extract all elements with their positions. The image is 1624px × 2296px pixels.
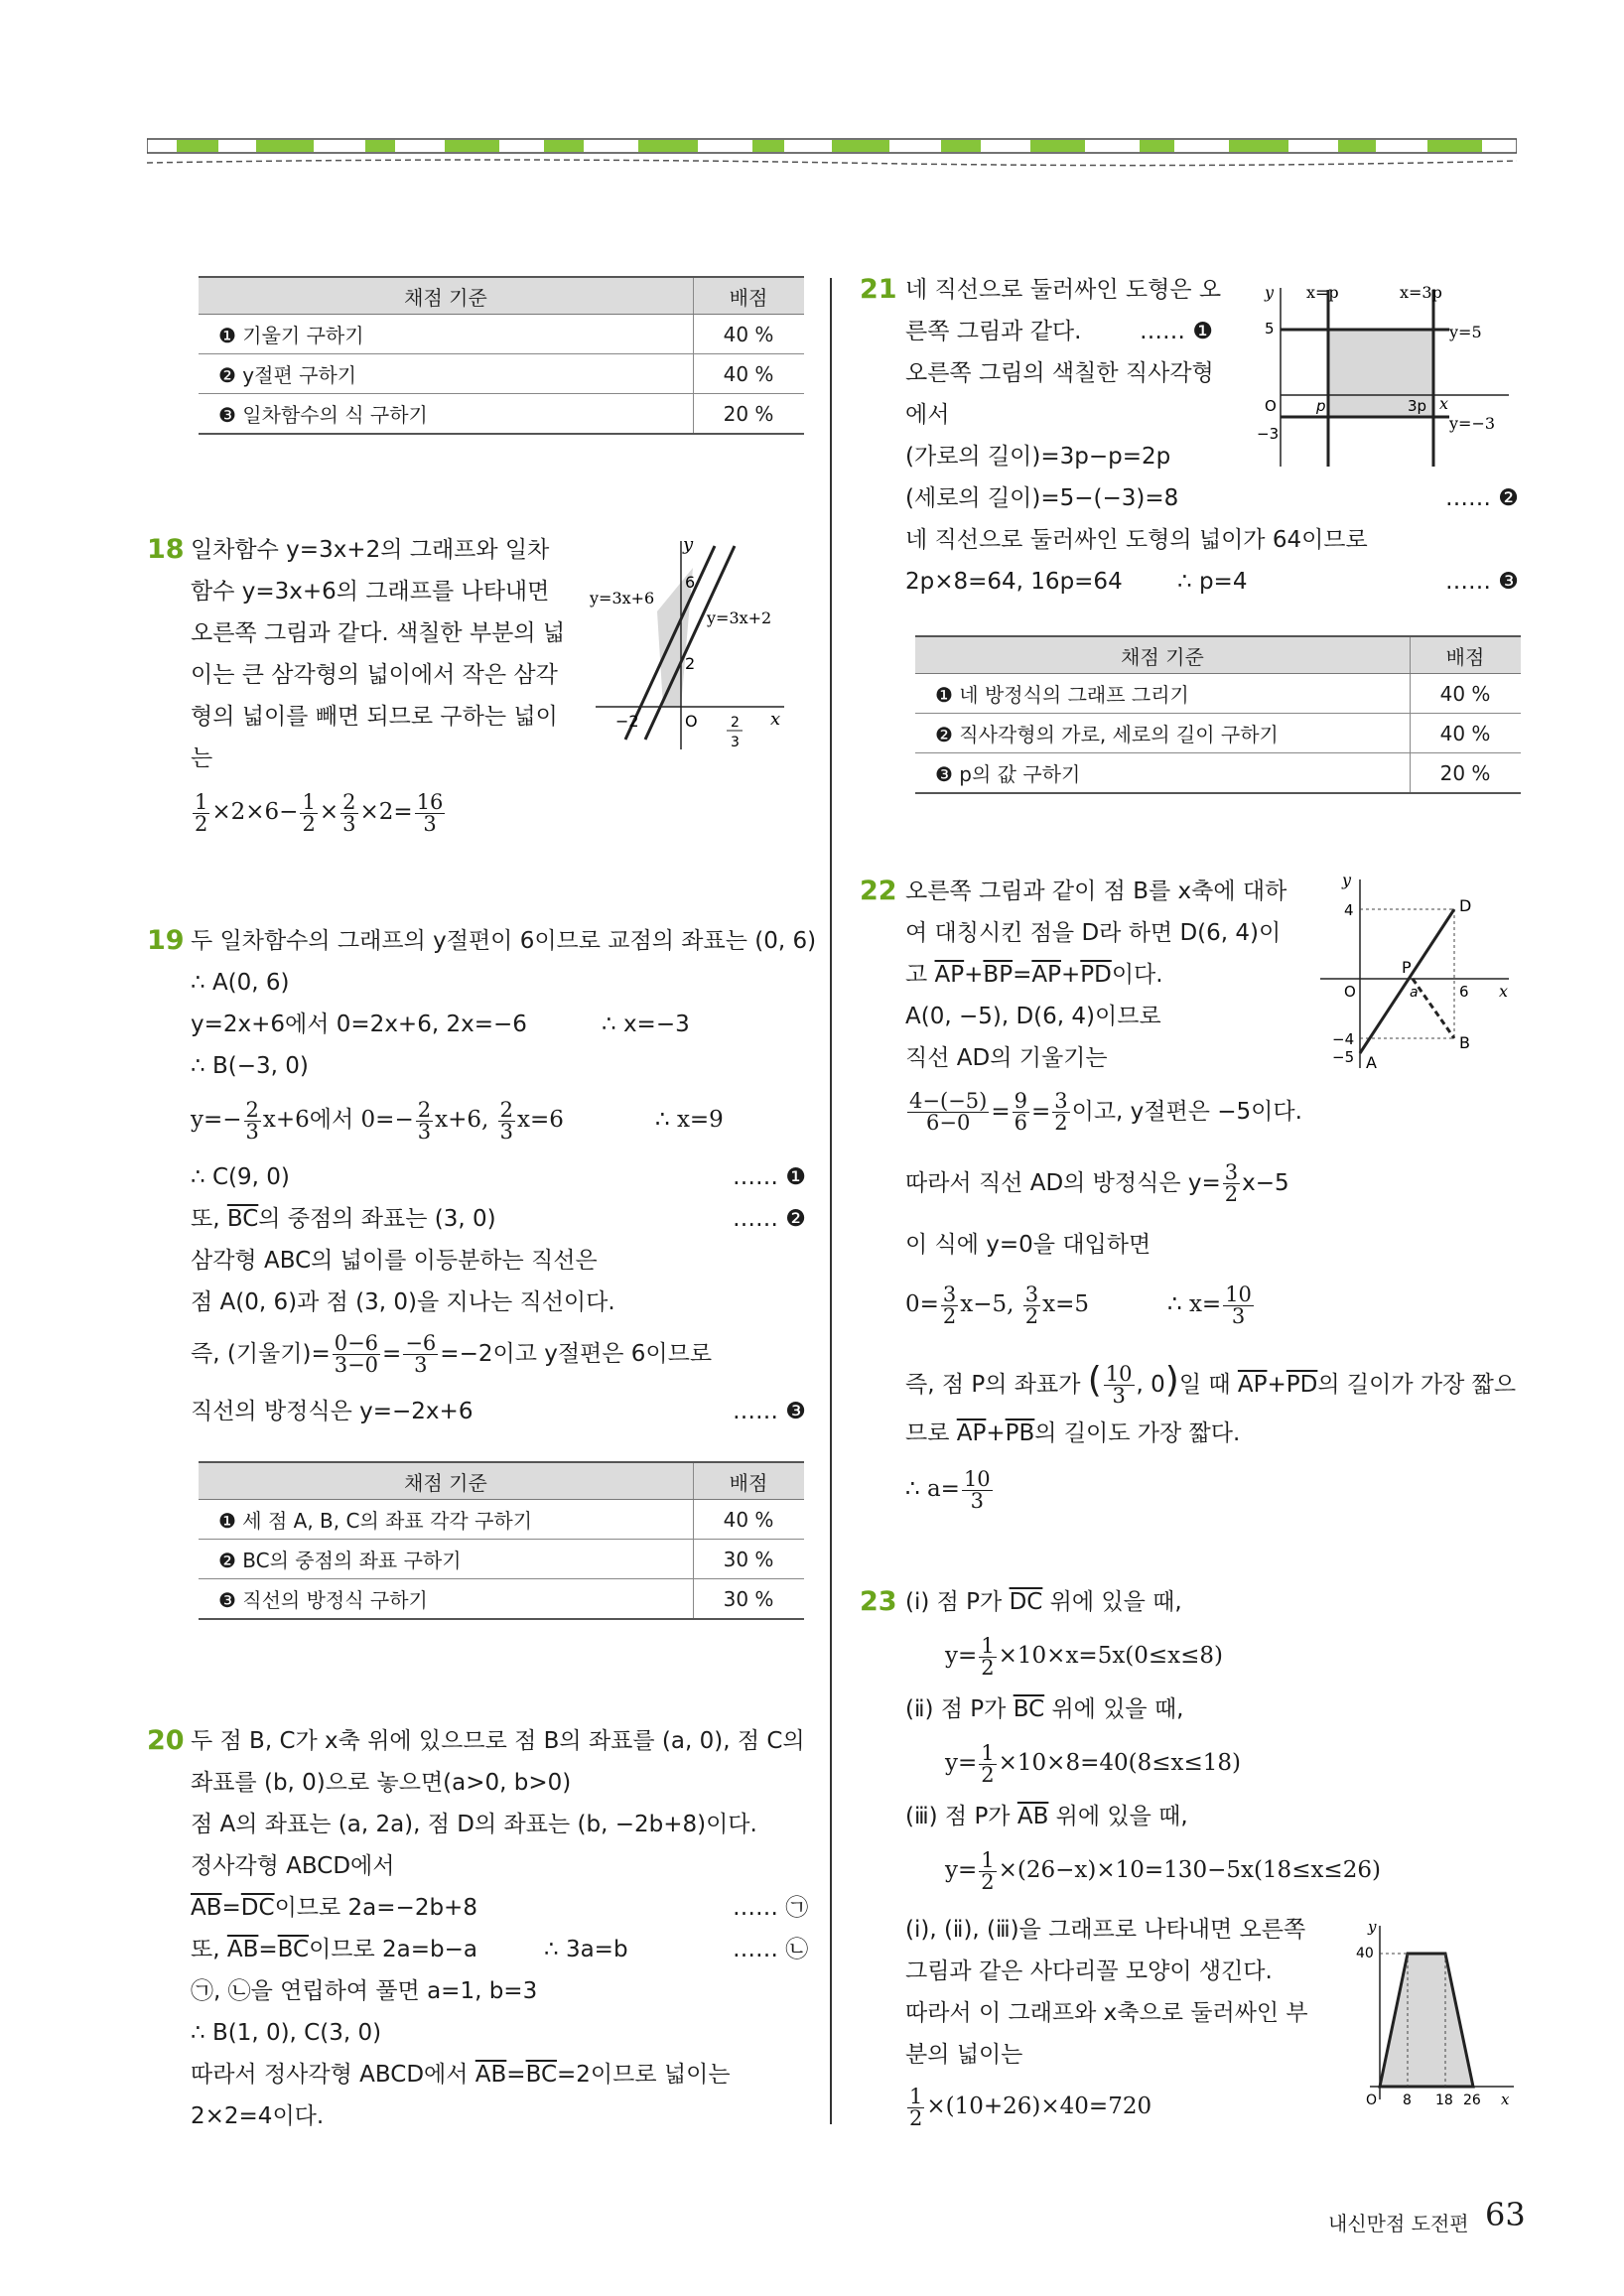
svg-text:y: y [1265, 283, 1275, 302]
equation-22b: 따라서 직선 AD의 방정식은 y= $\frac{3}{2}$ x−5 [905, 1160, 1289, 1206]
equation-22c: 0= $\frac{3}{2}$ x−5, $\frac{3}{2}$ x=5 [905, 1282, 1090, 1328]
text-line: 에서 [905, 402, 950, 428]
text-line: 는 [191, 745, 213, 771]
table-cell: 30 % [694, 1579, 805, 1620]
table-cell: 20 % [694, 394, 805, 435]
equation-marker: …… ㉠ [733, 1895, 809, 1921]
svg-text:2: 2 [731, 715, 740, 731]
svg-text:O: O [1265, 397, 1277, 415]
text-line: 일차함수 y=3x+2의 그래프와 일차 [191, 537, 550, 563]
text-line: 오른쪽 그림의 색칠한 직사각형 [905, 360, 1214, 386]
problem-number: 20 [147, 1725, 185, 1756]
graph-21 [1251, 278, 1519, 476]
footer-title: 내신만점 도전편 [1328, 2212, 1469, 2235]
text-line: (가로의 길이)=3p−p=2p [905, 444, 1171, 470]
table-header: 채점 기준 [915, 636, 1411, 674]
text-line: ∴ x=−3 [602, 1012, 690, 1037]
text-line: 또, $\overline{AB}=\overline{BC}$이므로 2a=b−a [191, 1937, 478, 1962]
table-cell: ❶ 네 방정식의 그래프 그리기 [915, 674, 1411, 714]
table-cell: ❶ 세 점 A, B, C의 좌표 각각 구하기 [199, 1500, 694, 1540]
text-line: ∴ A(0, 6) [191, 970, 290, 996]
svg-text:−3: −3 [1257, 425, 1280, 443]
graph-23 [1350, 1916, 1519, 2114]
table-cell: ❸ 직선의 방정식 구하기 [199, 1579, 694, 1620]
svg-text:O: O [1344, 983, 1356, 1001]
equation-23d: $\frac{1}{2}$ ×(10+26)×40=720 [909, 2084, 1152, 2130]
text-line: 이 식에 y=0을 대입하면 [905, 1232, 1151, 1258]
text-line: 정사각형 ABCD에서 [191, 1853, 395, 1879]
text-line: 점 A(0, 6)과 점 (3, 0)을 지나는 직선이다. [191, 1289, 615, 1315]
problem-number: 22 [860, 876, 897, 906]
score-table-19 [199, 1461, 804, 1620]
equation-22d: ∴ x= $\frac{10}{3}$ [1167, 1282, 1252, 1328]
graph-22 [1310, 870, 1519, 1078]
problem-number: 18 [147, 534, 185, 565]
table-cell: ❸ p의 값 구하기 [915, 753, 1411, 794]
problem-number: 21 [860, 274, 897, 305]
table-cell: ❷ 직사각형의 가로, 세로의 길이 구하기 [915, 714, 1411, 753]
svg-text:x=p: x=p [1306, 283, 1339, 302]
svg-text:y=−3: y=−3 [1449, 414, 1496, 433]
equation-18: $\frac{1}{2}$ ×2×6− $\frac{1}{2}$ × $\frac{2}{3}$ ×2= $\frac{16}{3}$ [195, 789, 444, 836]
table-cell: 40 % [694, 1500, 805, 1540]
text-line: 직선의 방정식은 y=−2x+6 [191, 1399, 474, 1424]
text-line: (ⅱ) 점 P가 $\overline{BC}$ 위에 있을 때, [905, 1696, 1184, 1722]
table-header: 배점 [694, 277, 805, 315]
equation-19b: 즉, (기울기)= $\frac{0-6}{3-0}$ = $\frac{-6}{3}$ =−2이고 y절편은 6이므로 [191, 1331, 713, 1377]
score-marker: …… ❷ [733, 1206, 806, 1232]
svg-text:18: 18 [1435, 2093, 1453, 2108]
svg-text:y: y [683, 536, 694, 555]
table-cell: 40 % [1411, 674, 1522, 714]
text-line: ∴ B(1, 0), C(3, 0) [191, 2020, 382, 2046]
text-line: (ⅲ) 점 P가 $\overline{AB}$ 위에 있을 때, [905, 1804, 1188, 1829]
table-header: 채점 기준 [199, 1462, 694, 1500]
text-line: 두 일차함수의 그래프의 y절편이 6이므로 교점의 좌표는 (0, 6) [191, 928, 817, 954]
table-cell: 40 % [694, 354, 805, 394]
score-table-17 [199, 276, 804, 435]
text-line: ∴ p=4 [1177, 569, 1248, 595]
equation-23a: y= $\frac{1}{2}$ ×10×x=5x(0≤x≤8) [945, 1633, 1224, 1680]
text-line: (ⅰ) 점 P가 $\overline{DC}$ 위에 있을 때, [905, 1589, 1182, 1615]
svg-text:x: x [770, 709, 781, 730]
text-line: 좌표를 (b, 0)으로 놓으면(a>0, b>0) [191, 1770, 572, 1796]
svg-text:4: 4 [1344, 901, 1354, 919]
text-line: 직선 AD의 기울기는 [905, 1045, 1108, 1071]
text-line: 또, $\overline{BC}$의 중점의 좌표는 (3, 0) [191, 1206, 496, 1232]
score-marker: …… ❷ [1445, 485, 1519, 511]
problem-number: 23 [860, 1586, 897, 1617]
text-line: y=2x+6에서 0=2x+6, 2x=−6 [191, 1012, 527, 1037]
svg-text:x=3p: x=3p [1400, 283, 1442, 302]
text-line: 형의 넓이를 빼면 되므로 구하는 넓이 [191, 704, 558, 730]
text-line: ∴ B(−3, 0) [191, 1053, 309, 1079]
equation-23c: y= $\frac{1}{2}$ ×(26−x)×10=130−5x(18≤x≤26) [945, 1847, 1381, 1894]
score-table-21 [915, 635, 1521, 794]
table-cell: ❶ 기울기 구하기 [199, 315, 694, 354]
column-divider [830, 278, 832, 2124]
svg-text:y=3x+2: y=3x+2 [707, 608, 772, 627]
table-cell: 30 % [694, 1540, 805, 1579]
table-cell: 20 % [1411, 753, 1522, 794]
table-header: 채점 기준 [199, 277, 694, 315]
text-line: 2p×8=64, 16p=64 [905, 569, 1123, 595]
svg-text:O: O [685, 712, 698, 731]
svg-text:5: 5 [1265, 320, 1275, 338]
equation-22a: $\frac{4-(-5)}{6-0}$ = $\frac{9}{6}$ = $\frac{3}{2}$ 이고, y절편은 −5이다. [909, 1089, 1302, 1135]
table-cell: ❷ y절편 구하기 [199, 354, 694, 394]
equation-marker: …… ㉡ [733, 1937, 809, 1962]
svg-text:y=3x+6: y=3x+6 [590, 589, 655, 608]
svg-text:3: 3 [731, 735, 740, 750]
score-marker: …… ❶ [733, 1164, 806, 1190]
svg-text:y=5: y=5 [1449, 323, 1482, 341]
text-line: (세로의 길이)=5−(−3)=8 [905, 485, 1179, 511]
text-line: (ⅰ), (ⅱ), (ⅲ)을 그래프로 나타내면 오른쪽 [905, 1917, 1306, 1943]
svg-text:y: y [1368, 1918, 1377, 1936]
svg-text:A: A [1366, 1053, 1377, 1072]
score-marker: …… ❶ [1140, 319, 1213, 344]
text-line: 2×2=4이다. [191, 2103, 325, 2129]
text-line: 따라서 이 그래프와 x축으로 둘러싸인 부 [905, 2000, 1308, 2026]
equation-19a: y=− $\frac{2}{3}$ x+6에서 0=− $\frac{2}{3}$ x+6, $\frac{2}{3}$ x=6 [191, 1097, 564, 1144]
text-line: 함수 y=3x+6의 그래프를 나타내면 [191, 579, 550, 605]
equation-23b: y= $\frac{1}{2}$ ×10×8=40(8≤x≤18) [945, 1740, 1241, 1787]
score-marker: …… ❸ [1445, 569, 1519, 595]
text-line: 그림과 같은 사다리꼴 모양이 생긴다. [905, 1958, 1273, 1984]
svg-text:−4: −4 [1332, 1030, 1355, 1048]
equation-22f: ∴ a= $\frac{10}{3}$ [905, 1466, 991, 1513]
svg-text:x: x [1499, 982, 1509, 1001]
svg-text:−2: −2 [615, 712, 639, 731]
table-header: 배점 [694, 1462, 805, 1500]
table-header: 배점 [1411, 636, 1522, 674]
text-line: 두 점 B, C가 x축 위에 있으므로 점 B의 좌표를 (a, 0), 점 C의 [191, 1728, 805, 1754]
text-line: 네 직선으로 둘러싸인 도형의 넓이가 64이므로 [905, 527, 1368, 553]
problem-number: 19 [147, 925, 185, 956]
page-number: 63 [1485, 2196, 1526, 2233]
svg-text:40: 40 [1356, 1946, 1374, 1961]
svg-text:x: x [1439, 394, 1449, 413]
text-line: 여 대칭시킨 점을 D라 하면 D(6, 4)이 [905, 920, 1282, 946]
svg-text:6: 6 [685, 573, 696, 592]
table-cell: ❸ 일차함수의 식 구하기 [199, 394, 694, 435]
svg-text:8: 8 [1403, 2093, 1412, 2108]
svg-text:p: p [1316, 397, 1326, 415]
text-line: 고 $\overline{AP}+\overline{BP}=\overline{AP}+\overline{PD}$이다. [905, 962, 1163, 988]
text-line: 점 A의 좌표는 (a, 2a), 점 D의 좌표는 (b, −2b+8)이다. [191, 1812, 757, 1837]
score-marker: …… ❸ [733, 1399, 806, 1424]
text-line: 따라서 정사각형 ABCD에서 $\overline{AB}=\overline{BC}=2$이므로 넓이는 [191, 2062, 731, 2088]
text-line: A(0, −5), D(6, 4)이므로 [905, 1004, 1161, 1029]
svg-text:P: P [1402, 958, 1412, 977]
svg-text:−5: −5 [1332, 1048, 1355, 1066]
svg-text:6: 6 [1459, 983, 1469, 1001]
svg-text:O: O [1366, 2093, 1378, 2108]
svg-text:B: B [1459, 1033, 1470, 1052]
equation-22e: 즉, 점 P의 좌표가 ( $\frac{10}{3}$ , 0)일 때 $\overline{AP}+\overline{PD}$의 길이가 가장 짧으 [905, 1360, 1517, 1408]
text-line: $\overline{AB}=\overline{DC}$이므로 2a=−2b+8 [191, 1895, 477, 1921]
text-line: ∴ C(9, 0) [191, 1164, 290, 1190]
text-line: 분의 넓이는 [905, 2042, 1023, 2068]
table-cell: 40 % [1411, 714, 1522, 753]
graph-18 [586, 536, 794, 754]
svg-text:a: a [1410, 985, 1419, 1001]
text-line: 오른쪽 그림과 같이 점 B를 x축에 대하 [905, 878, 1287, 904]
text-line: 므로 $\overline{AP}+\overline{PB}$의 길이도 가장 짧다. [905, 1420, 1241, 1446]
text-line: 른쪽 그림과 같다. [905, 319, 1082, 344]
text-line: ㉠, ㉡을 연립하여 풀면 a=1, b=3 [191, 1978, 538, 2004]
svg-text:3p: 3p [1408, 397, 1427, 415]
text-line: 네 직선으로 둘러싸인 도형은 오 [905, 277, 1222, 303]
text-line: 삼각형 ABC의 넓이를 이등분하는 직선은 [191, 1248, 598, 1274]
text-line: 오른쪽 그림과 같다. 색칠한 부분의 넓 [191, 620, 566, 646]
text-line: ∴ x=9 [655, 1107, 724, 1133]
svg-text:y: y [1342, 871, 1352, 889]
table-cell: 40 % [694, 315, 805, 354]
svg-text:2: 2 [685, 654, 696, 673]
svg-text:x: x [1501, 2091, 1510, 2108]
table-cell: ❷ BC의 중점의 좌표 구하기 [199, 1540, 694, 1579]
text-line: ∴ 3a=b [544, 1937, 628, 1962]
svg-text:D: D [1459, 896, 1472, 915]
header-banner [147, 137, 1517, 173]
text-line: 이는 큰 삼각형의 넓이에서 작은 삼각 [191, 662, 558, 688]
svg-text:26: 26 [1463, 2093, 1481, 2108]
